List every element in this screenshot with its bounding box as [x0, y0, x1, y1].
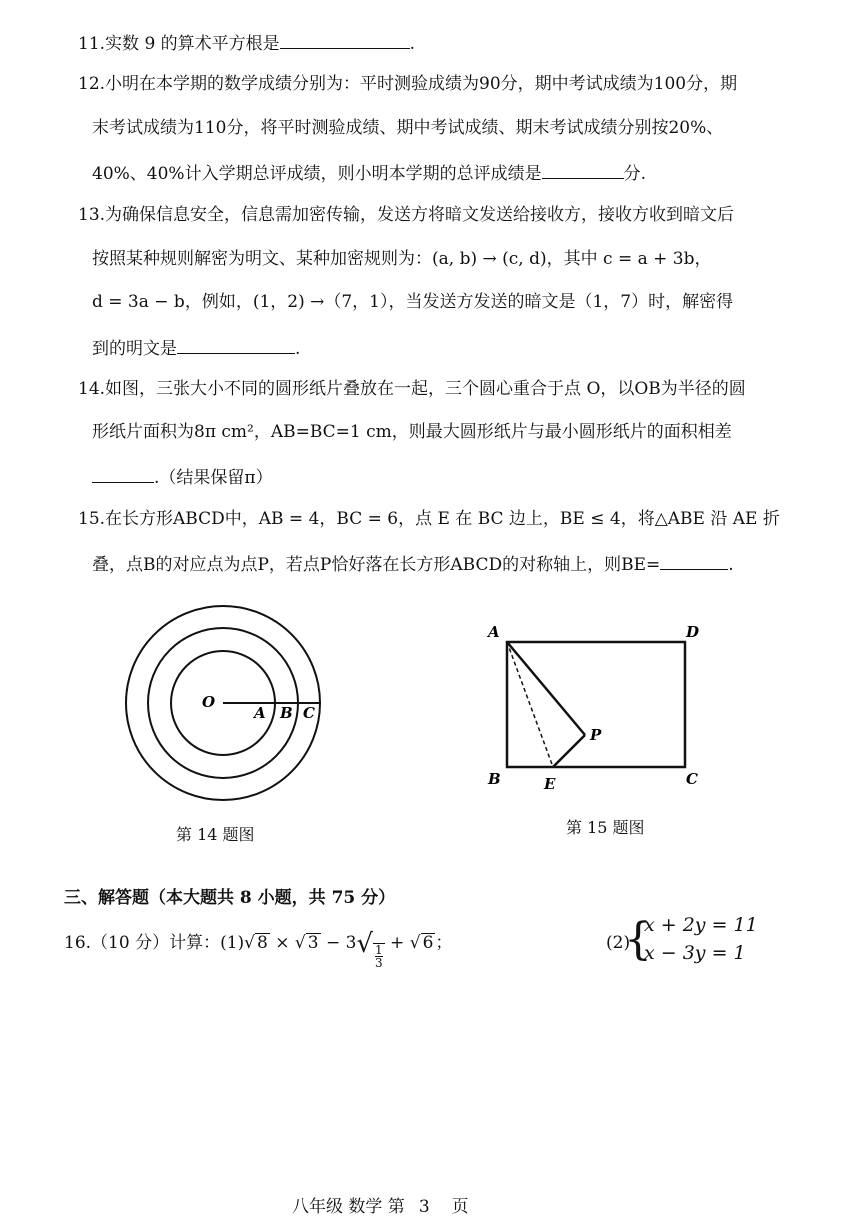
q14-line-3: [92, 464, 273, 489]
q12-line-3-text: 40%、40%计入学期总评成绩，则小明本学期的总评成绩是: [92, 164, 542, 184]
q12-line-3: [92, 160, 646, 185]
label-e: E: [544, 775, 556, 793]
figure-14-caption: 第 14 题图: [176, 825, 255, 844]
label-c: C: [686, 770, 698, 788]
q16-times: ×: [269, 933, 295, 953]
label-c: C: [303, 704, 315, 722]
sqrt-symbol: √: [356, 929, 374, 959]
sqrt-symbol: √: [244, 933, 255, 953]
q13-line-1: 13.为确保信息安全，信息需加密传输，发送方将暗文发送给接收方，接收方收到暗文后: [78, 205, 735, 225]
q12-answer-blank[interactable]: [542, 160, 624, 179]
footer-text: 八年级 数学 第: [292, 1197, 405, 1217]
q13-line-4: [92, 335, 300, 360]
figure-15-caption: 第 15 题图: [566, 818, 645, 837]
q16-radicand-6: 6: [422, 933, 434, 953]
q16-equation-1: x + 2y = 11: [644, 914, 758, 936]
q16-part2-label: (2): [606, 933, 631, 953]
figure-15-diagram: [480, 615, 720, 800]
segment-ap: [507, 642, 585, 735]
fold-line-ae: [507, 642, 553, 767]
q16-radicand-8: 8: [257, 933, 268, 953]
label-o: O: [202, 693, 216, 711]
q11-text: 11.实数 9 的算术平方根是: [78, 34, 280, 54]
q15-line-1: 15.在长方形ABCD中，AB = 4，BC = 6，点 E 在 BC 边上，BE ≤ 4，将△ABE 沿 AE 折: [78, 509, 780, 529]
q12-line-2: 末考试成绩为110分，将平时测验成绩、期中考试成绩、期末考试成绩分别按20%、: [92, 118, 724, 138]
q12-line-1: 12.小明在本学期的数学成绩分别为：平时测验成绩为90分，期中考试成绩为100分，期: [78, 74, 738, 94]
q11-end: .: [409, 34, 416, 54]
q13-answer-blank[interactable]: [177, 335, 295, 354]
q16-line: [64, 929, 453, 970]
q11-line: [78, 30, 415, 55]
q16-fraction: [373, 943, 385, 969]
sqrt-symbol: √: [294, 933, 306, 953]
footer-suffix: 页: [451, 1197, 469, 1217]
q16-frac-num: 1: [375, 943, 383, 957]
q13-line-4-end: .: [295, 339, 301, 359]
q15-line-2: [92, 551, 734, 576]
label-a: A: [254, 704, 266, 722]
q16-semicolon: ；: [435, 933, 453, 953]
footer-page-number: 3: [418, 1197, 430, 1217]
label-p: P: [590, 726, 602, 744]
q16-prefix: 16.（10 分）计算：(1): [64, 933, 245, 953]
segment-pe: [553, 735, 585, 767]
q15-answer-blank[interactable]: [660, 551, 728, 570]
q16-equation-2: x − 3y = 1: [644, 942, 746, 964]
q14-line-1: 14.如图，三张大小不同的圆形纸片叠放在一起，三个圆心重合于点 O，以OB为半径的圆: [78, 379, 746, 399]
rectangle-abcd: [507, 642, 685, 767]
q16-plus: +: [384, 933, 410, 953]
label-b: B: [488, 770, 501, 788]
label-d: D: [686, 623, 700, 641]
system-brace: {: [624, 914, 652, 965]
q13-line-3: d = 3a − b，例如，(1，2) →（7，1），当发送方发送的暗文是（1，7）时，解密得: [92, 292, 734, 312]
q16-radicand-3: 3: [307, 933, 319, 953]
q14-line-3-end: .（结果保留π）: [154, 468, 273, 488]
page-footer: [292, 1196, 469, 1218]
label-a: A: [488, 623, 500, 641]
section-3-title: 三、解答题（本大题共 8 小题，共 75 分）: [64, 888, 396, 908]
q12-line-3-end: 分.: [623, 164, 646, 184]
q13-line-2: 按照某种规则解密为明文、某种加密规则为：(a, b) → (c, d)，其中 c = a + 3b，: [92, 249, 712, 269]
q11-answer-blank[interactable]: [280, 30, 410, 49]
q14-answer-blank[interactable]: [92, 464, 154, 483]
q16-frac-den: 3: [375, 956, 383, 970]
q15-line-2-text: 叠，点B的对应点为点P，若点P恰好落在长方形ABCD的对称轴上，则BE=: [92, 555, 661, 575]
q16-minus3: − 3: [320, 933, 357, 953]
q13-line-4-text: 到的明文是: [92, 339, 177, 359]
sqrt-symbol: √: [409, 933, 421, 953]
label-b: B: [280, 704, 293, 722]
figure-14-diagram: [120, 600, 330, 810]
q15-line-2-end: .: [728, 555, 734, 575]
q14-line-2: 形纸片面积为8π cm²，AB=BC=1 cm，则最大圆形纸片与最小圆形纸片的面积相差: [92, 422, 732, 442]
